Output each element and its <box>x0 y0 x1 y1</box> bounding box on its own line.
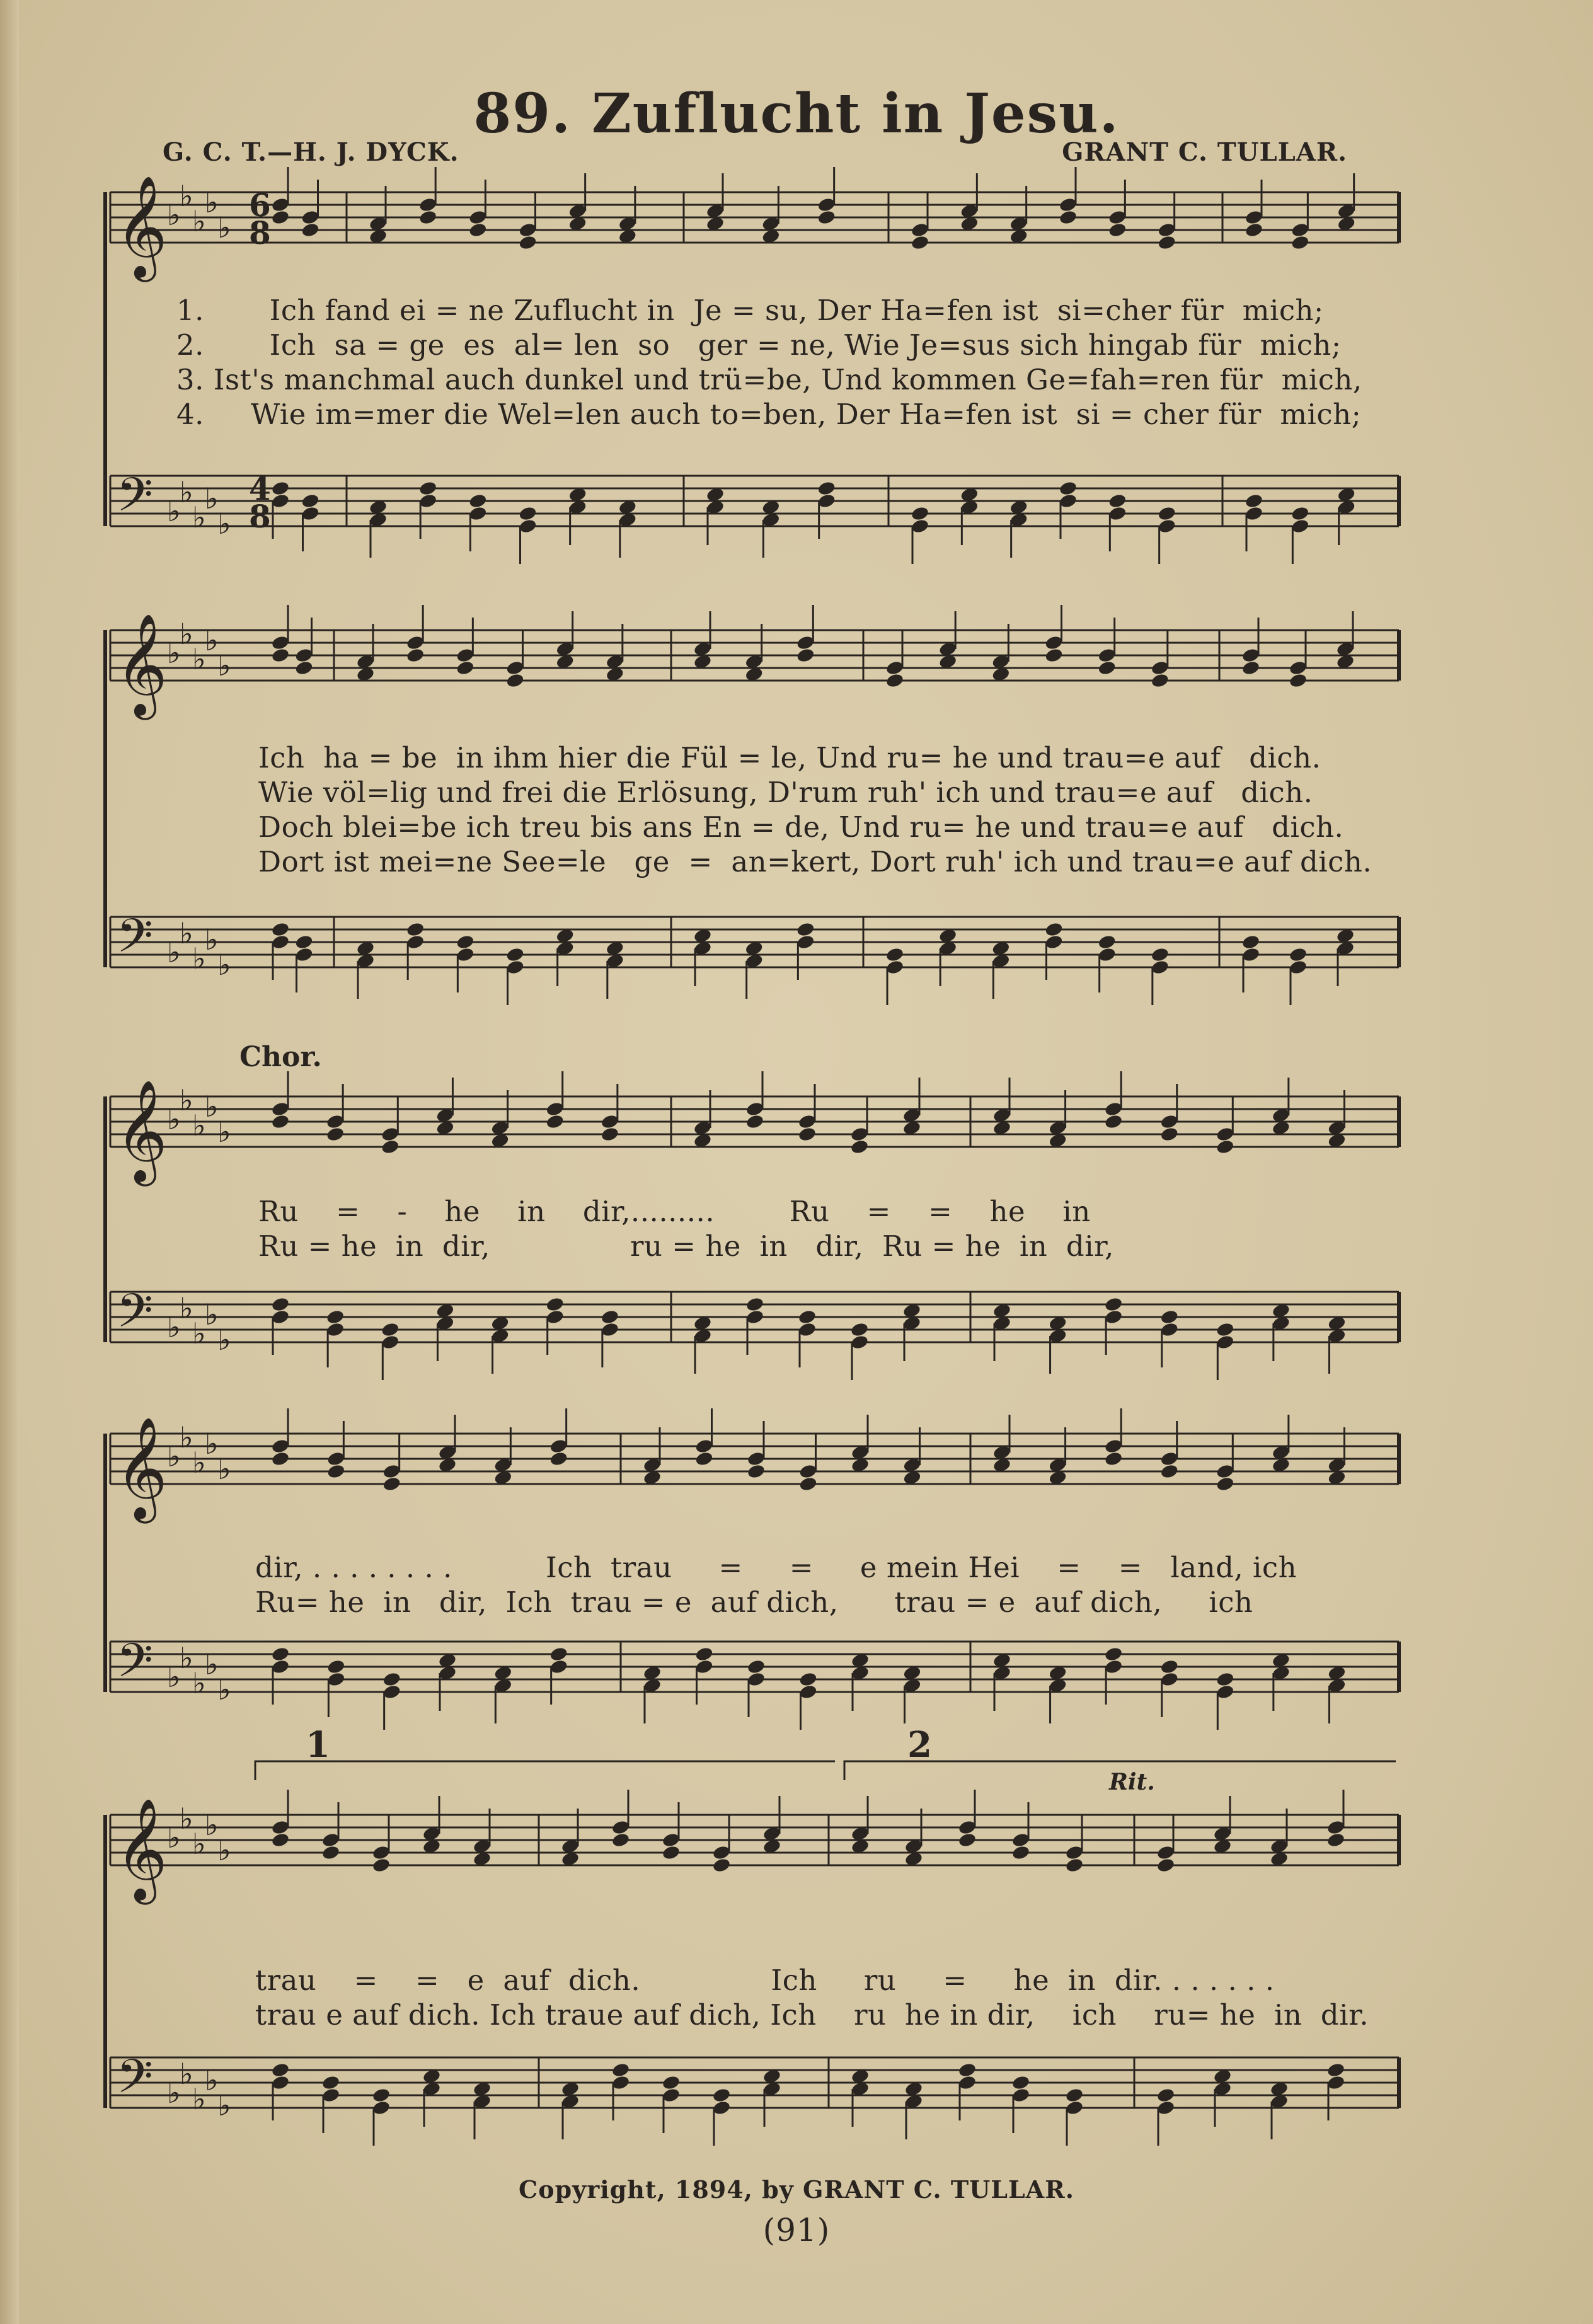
system-2-treble-notehead <box>796 647 815 664</box>
system-4-treble-notehead <box>382 1476 401 1492</box>
system-2-treble-key-flat: ♭ <box>205 623 219 657</box>
system-5-bass-notehead <box>662 2074 681 2091</box>
system-1-treble-notehead <box>301 222 320 238</box>
system-4-bass-notehead <box>1216 1671 1235 1688</box>
system-4-treble-notehead <box>271 1451 290 1467</box>
lyricist-credit: G. C. T.—H. J. DYCK. <box>163 137 459 167</box>
system-2-bass-notehead <box>505 946 525 963</box>
system-5-treble-notehead <box>372 1857 391 1873</box>
system-5-treble-notehead <box>1326 1832 1346 1848</box>
system-3-bass-notehead <box>545 1296 565 1313</box>
system-3-bass-notehead <box>601 1309 620 1325</box>
chorus-line-3a: trau = = e auf dich. Ich ru = he in dir. . . . . . . <box>255 1964 1275 1997</box>
system-5-treble-notehead <box>712 1857 732 1873</box>
system-3-bass-clef: 𝄢 <box>117 1284 153 1350</box>
system-2-treble-key-flat: ♭ <box>180 617 193 651</box>
system-4-bass-notehead <box>326 1659 346 1675</box>
system-3-bass-notehead <box>745 1296 765 1313</box>
verse-line-6: Wie völ=lig und frei die Erlösung, D'rum ruh' ich und trau=e auf dich. <box>258 776 1313 809</box>
system-2-bass-notehead <box>456 934 475 950</box>
system-1-bass-key-flat: ♭ <box>180 475 193 509</box>
system-1-treble-notehead <box>1108 222 1127 238</box>
system-4-bass-key-flat: ♭ <box>180 1641 193 1675</box>
system-3-treble-notehead <box>1159 1126 1179 1142</box>
system-4-bass-key-flat: ♭ <box>217 1672 231 1706</box>
system-4-bass-key-flat: ♭ <box>205 1647 219 1681</box>
system-4-bass-notehead <box>382 1671 401 1688</box>
system-1-treble-key-flat: ♭ <box>205 185 219 219</box>
system-5-treble-clef: 𝄞 <box>115 1798 168 1901</box>
system-1-treble-notehead <box>1245 222 1264 238</box>
system-3-bass-notehead <box>326 1309 345 1325</box>
system-3-bass-notehead <box>1159 1309 1179 1325</box>
system-3-bass-key-flat: ♭ <box>167 1310 181 1344</box>
system-1-treble-key-flat: ♭ <box>180 179 193 213</box>
system-2-bass-notehead <box>294 934 314 950</box>
system-2-bass-key-flat: ♭ <box>167 935 181 969</box>
system-1-bass-notehead <box>1059 480 1078 497</box>
composer-credit: GRANT C. TULLAR. <box>1062 137 1347 167</box>
system-2-treble-notehead <box>406 647 425 664</box>
hymn-title: 89. Zuflucht in Jesu. <box>473 82 1120 146</box>
system-3-treble-clef: 𝄞 <box>115 1079 168 1182</box>
page-number: (91) <box>762 2212 831 2248</box>
system-3-treble-notehead <box>271 1113 290 1130</box>
system-1-treble-clef: 𝄞 <box>115 175 168 278</box>
system-4-bass-notehead <box>1104 1646 1124 1662</box>
system-4-bass-clef: 𝄢 <box>117 1633 153 1700</box>
system-5-bass-notehead <box>372 2087 391 2103</box>
system-2-treble-notehead <box>885 672 905 689</box>
chorus-line-1a: Ru = - he in dir,......... Ru = = he in <box>258 1195 1091 1228</box>
system-1-treble-key-flat: ♭ <box>167 198 181 232</box>
system-4-treble-notehead <box>798 1476 818 1492</box>
system-5-treble-notehead <box>611 1832 631 1848</box>
chorus-line-2b: Ru= he in dir, Ich trau = e auf dich, trau = e auf dich, ich <box>255 1585 1253 1619</box>
system-3-treble-notehead <box>1216 1139 1235 1155</box>
treble-time-sig-bottom: 8 <box>249 214 271 251</box>
bass-time-sig-top: 4 <box>249 470 271 507</box>
system-5-bass-clef: 𝄢 <box>117 2049 153 2115</box>
system-2-bass-key-flat: ♭ <box>180 916 193 950</box>
system-4-bass-notehead <box>271 1646 290 1662</box>
system-4-treble-notehead <box>694 1451 714 1467</box>
system-4-bass-notehead <box>747 1659 766 1675</box>
system-2-treble-notehead <box>1289 672 1308 689</box>
system-1-bass-notehead <box>271 480 290 497</box>
system-5-bass-notehead <box>321 2074 341 2091</box>
system-5-treble-notehead <box>271 1832 290 1848</box>
ritardando-mark: Rit. <box>1109 1769 1155 1795</box>
system-1-bass-notehead <box>468 493 488 509</box>
first-ending-number: 1 <box>306 1724 330 1766</box>
system-3-treble-notehead <box>1104 1113 1124 1130</box>
system-1-bass-notehead <box>518 505 538 522</box>
system-3-treble-key-flat: ♭ <box>217 1115 231 1149</box>
verse-line-2: 2. Ich sa = ge es al= len so ger = ne, Wie Je=sus sich hingab für mich; <box>176 328 1342 362</box>
system-5-bass-notehead <box>1156 2087 1176 2103</box>
system-2-treble-notehead <box>1151 672 1170 689</box>
system-1-treble-notehead <box>1157 234 1176 251</box>
system-5-bass-notehead <box>1326 2062 1346 2078</box>
system-4-bass-notehead <box>798 1671 818 1688</box>
chorus-line-2a: dir, . . . . . . . . Ich trau = = e mein Hei = = land, ich <box>255 1551 1297 1584</box>
treble-time-sig-top: 6 <box>249 187 271 224</box>
system-3-treble-notehead <box>326 1126 345 1142</box>
system-3-treble-notehead <box>601 1126 620 1142</box>
system-5-bass-notehead <box>1011 2074 1031 2091</box>
system-1-bass-notehead <box>911 505 930 522</box>
system-4-treble-clef: 𝄞 <box>115 1417 168 1519</box>
system-4-bass-key-flat: ♭ <box>192 1666 206 1700</box>
system-2-treble-notehead <box>1097 660 1117 676</box>
verse-line-3: 3. Ist's manchmal auch dunkel und trü=be, Und kommen Ge=fah=ren für mich, <box>176 363 1362 396</box>
system-1-bass-notehead <box>418 480 438 497</box>
system-5-treble-key-flat: ♭ <box>167 1821 181 1855</box>
system-3-bass-notehead <box>1216 1321 1235 1338</box>
system-2-bass-key-flat: ♭ <box>217 948 231 982</box>
system-2-treble-key-flat: ♭ <box>167 636 181 670</box>
system-3-treble-notehead <box>850 1139 870 1155</box>
system-2-bass-notehead <box>1289 946 1308 963</box>
system-3-treble-notehead <box>381 1139 400 1155</box>
system-5-bass-key-flat: ♭ <box>180 2057 193 2091</box>
system-1-bass-notehead <box>817 480 836 497</box>
system-3-treble-notehead <box>545 1113 565 1130</box>
verse-line-7: Doch blei=be ich treu bis ans En = de, Und ru= he und trau=e auf dich. <box>258 810 1344 844</box>
verse-line-5: Ich ha = be in ihm hier die Fül = le, Und ru= he und trau=e auf dich. <box>258 741 1321 774</box>
system-1-treble-notehead <box>271 209 290 226</box>
system-3-treble-key-flat: ♭ <box>192 1108 206 1142</box>
system-5-bass-key-flat: ♭ <box>167 2076 181 2110</box>
system-3-bass-notehead <box>381 1321 400 1338</box>
system-4-treble-notehead <box>747 1463 766 1480</box>
system-4-treble-key-flat: ♭ <box>217 1452 231 1486</box>
system-2-treble-notehead <box>1241 660 1261 676</box>
system-4-treble-key-flat: ♭ <box>192 1446 206 1480</box>
system-1-bass-key-flat: ♭ <box>205 481 219 515</box>
system-4-treble-notehead <box>549 1451 568 1467</box>
system-4-treble-notehead <box>1159 1463 1179 1480</box>
system-5-treble-notehead <box>662 1844 681 1861</box>
system-3-bass-notehead <box>798 1309 817 1325</box>
system-2-treble-clef: 𝄞 <box>115 613 168 716</box>
system-2-treble-key-flat: ♭ <box>217 648 231 682</box>
system-2-treble-notehead <box>505 672 525 689</box>
system-5-treble-notehead <box>1156 1857 1176 1873</box>
system-1-bass-notehead <box>301 493 320 509</box>
system-1-treble-notehead <box>1059 209 1078 226</box>
system-3-bass-notehead <box>271 1296 290 1313</box>
first-ending-bracket <box>255 1761 835 1780</box>
system-2-treble-notehead <box>1044 647 1064 664</box>
system-2-bass-notehead <box>1241 934 1261 950</box>
system-3-treble-notehead <box>745 1113 765 1130</box>
system-5-treble-notehead <box>321 1844 341 1861</box>
chorus-line-3b: trau e auf dich. Ich traue auf dich, Ich ru he in dir, ich ru= he in dir. <box>255 1998 1369 2032</box>
system-2-bass-notehead <box>271 921 290 938</box>
system-1-bass-notehead <box>1291 505 1310 522</box>
system-2-bass-notehead <box>406 921 425 938</box>
system-5-bass-notehead <box>611 2062 631 2078</box>
system-5-bass-key-flat: ♭ <box>217 2088 231 2122</box>
verse-line-8: Dort ist mei=ne See=le ge = an=kert, Dort ruh' ich und trau=e auf dich. <box>258 845 1372 878</box>
system-3-bass-notehead <box>1104 1296 1124 1313</box>
system-1-treble-notehead <box>418 209 438 226</box>
system-2-bass-notehead <box>1044 921 1064 938</box>
system-2-treble-key-flat: ♭ <box>192 642 206 676</box>
system-4-bass-notehead <box>694 1646 714 1662</box>
system-1-treble-notehead <box>817 209 836 226</box>
verse-line-4: 4. Wie im=mer die Wel=len auch to=ben, Der Ha=fen ist si = cher für mich; <box>176 398 1362 431</box>
system-2-bass-notehead <box>796 921 815 938</box>
verse-line-1: 1. Ich fand ei = ne Zuflucht in Je = su, Der Ha=fen ist si=cher für mich; <box>176 294 1324 327</box>
system-3-treble-key-flat: ♭ <box>167 1102 181 1136</box>
system-5-treble-notehead <box>958 1832 977 1848</box>
system-5-bass-key-flat: ♭ <box>205 2063 219 2097</box>
system-5-bass-key-flat: ♭ <box>192 2082 206 2116</box>
system-2-bass-clef: 𝄢 <box>117 909 153 975</box>
system-2-bass-notehead <box>1151 946 1170 963</box>
system-5-treble-notehead <box>1011 1844 1031 1861</box>
second-ending-number: 2 <box>907 1724 932 1766</box>
system-3-bass-key-flat: ♭ <box>217 1323 231 1357</box>
system-1-bass-clef: 𝄢 <box>117 468 153 534</box>
system-5-treble-notehead <box>1065 1857 1084 1873</box>
system-4-treble-notehead <box>326 1463 346 1480</box>
system-1-bass-notehead <box>1157 505 1176 522</box>
system-5-bass-notehead <box>271 2062 290 2078</box>
bass-time-sig-bottom: 8 <box>249 498 271 535</box>
system-1-bass-key-flat: ♭ <box>192 500 206 534</box>
system-3-bass-notehead <box>850 1321 870 1338</box>
system-2-bass-key-flat: ♭ <box>205 923 219 957</box>
system-3-treble-key-flat: ♭ <box>205 1090 219 1124</box>
system-4-treble-key-flat: ♭ <box>180 1420 193 1454</box>
system-2-bass-key-flat: ♭ <box>192 941 206 975</box>
system-2-treble-notehead <box>271 647 290 664</box>
system-1-treble-notehead <box>518 234 538 251</box>
system-4-treble-notehead <box>1104 1451 1124 1467</box>
copyright-notice: Copyright, 1894, by GRANT C. TULLAR. <box>519 2175 1074 2204</box>
system-3-treble-key-flat: ♭ <box>180 1083 193 1117</box>
system-4-treble-key-flat: ♭ <box>167 1439 181 1473</box>
system-1-treble-key-flat: ♭ <box>217 210 231 244</box>
system-5-treble-key-flat: ♭ <box>180 1802 193 1836</box>
system-3-bass-key-flat: ♭ <box>205 1297 219 1332</box>
system-4-treble-notehead <box>1216 1476 1235 1492</box>
system-4-bass-key-flat: ♭ <box>167 1660 181 1694</box>
system-4-bass-notehead <box>549 1646 568 1662</box>
system-2-treble-notehead <box>456 660 475 676</box>
system-4-bass-notehead <box>1159 1659 1179 1675</box>
system-3-bass-key-flat: ♭ <box>192 1316 206 1350</box>
system-5-bass-notehead <box>712 2087 732 2103</box>
system-3-bass-key-flat: ♭ <box>180 1291 193 1325</box>
system-5-treble-key-flat: ♭ <box>205 1808 219 1842</box>
system-5-bass-notehead <box>958 2062 977 2078</box>
system-5-bass-notehead <box>1065 2087 1084 2103</box>
system-1-treble-notehead <box>1291 234 1310 251</box>
system-1-bass-key-flat: ♭ <box>167 494 181 528</box>
system-4-treble-key-flat: ♭ <box>205 1427 219 1461</box>
system-2-bass-notehead <box>885 946 905 963</box>
system-1-bass-key-flat: ♭ <box>217 507 231 541</box>
system-1-treble-key-flat: ♭ <box>192 204 206 238</box>
system-3-treble-notehead <box>798 1126 817 1142</box>
system-5-treble-key-flat: ♭ <box>217 1833 231 1867</box>
chorus-line-1b: Ru = he in dir, ru = he in dir, Ru = he in dir, <box>258 1229 1114 1263</box>
system-2-bass-notehead <box>1097 934 1117 950</box>
system-2-treble-notehead <box>294 660 314 676</box>
system-1-bass-notehead <box>1245 493 1264 509</box>
system-1-treble-notehead <box>468 222 488 238</box>
system-1-bass-notehead <box>1108 493 1127 509</box>
chorus-label: Chor. <box>239 1041 322 1073</box>
system-5-treble-key-flat: ♭ <box>192 1827 206 1861</box>
system-1-treble-notehead <box>911 234 930 251</box>
